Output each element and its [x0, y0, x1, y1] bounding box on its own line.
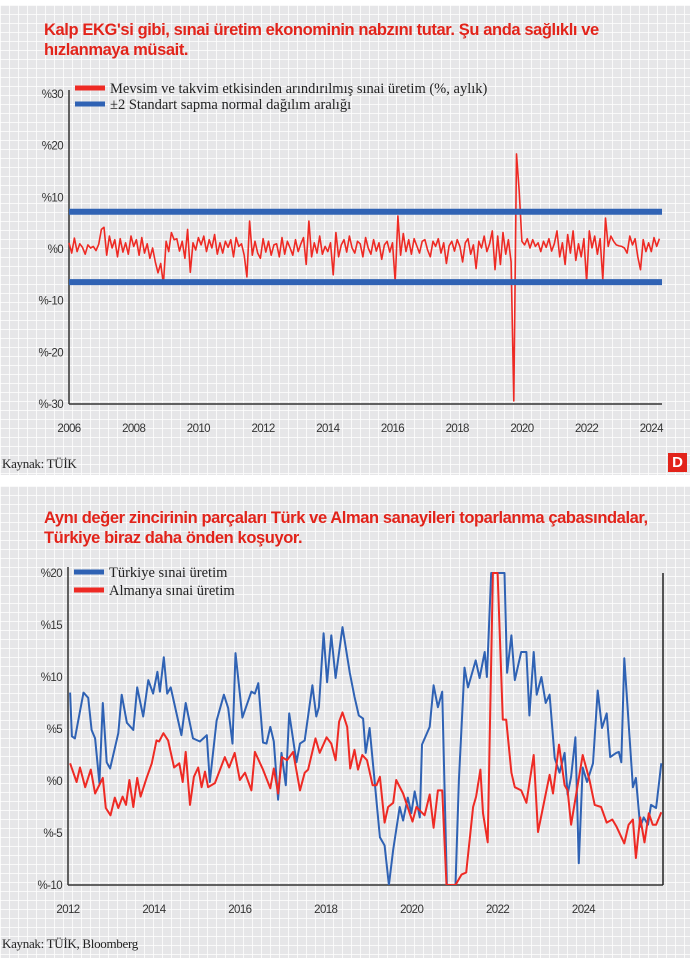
series-line-2	[70, 573, 661, 885]
x-tick-label: 2018	[445, 423, 469, 435]
x-tick-label: 2024	[571, 904, 596, 916]
y-tick-label: %-10	[37, 880, 62, 892]
chart1-source: Kaynak: TÜİK	[2, 456, 77, 471]
x-tick-label: 2020	[510, 423, 534, 435]
y-tick-label: %0	[46, 776, 62, 788]
y-tick-label: %-20	[38, 347, 63, 360]
y-tick-label: %-10	[38, 295, 63, 308]
y-tick-label: %15	[40, 620, 62, 632]
x-tick-label: 2014	[316, 423, 340, 435]
chart1-title: Kalp EKG'si gibi, sınai üretim ekonominin nabzını tutar. Şu anda sağlıklı ve hızlanmaya müsait.	[44, 21, 599, 59]
x-tick-label: 2022	[486, 904, 510, 916]
plot-area	[70, 573, 661, 885]
legend-label: Mevsim ve takvim etkisinden arındırılmış sınai üretim (%, aylık)	[110, 81, 488, 97]
y-tick-label: %5	[46, 724, 62, 736]
x-tick-label: 2022	[575, 423, 599, 435]
y-tick-label: %30	[41, 89, 63, 101]
x-tick-label: 2024	[639, 423, 663, 435]
x-tick-label: 2018	[314, 904, 338, 916]
x-tick-label: 2014	[142, 904, 166, 916]
legend-label: ±2 Standart sapma normal dağılım aralığı	[110, 97, 352, 113]
publisher-logo: D	[668, 453, 687, 472]
chart2-source: Kaynak: TÜİK, Bloomberg	[2, 936, 138, 951]
y-tick-label: %10	[41, 192, 63, 205]
x-tick-label: 2016	[228, 904, 252, 916]
chart1	[39, 81, 665, 435]
legend-label: Almanya sınai üretim	[109, 583, 235, 599]
y-tick-label: %0	[47, 244, 63, 256]
y-tick-label: %20	[41, 140, 63, 153]
x-tick-label: 2012	[251, 423, 275, 435]
chart2-title: Aynı değer zincirinin parçaları Türk ve Alman sanayileri toparlanma çabasındalar, Türkiye biraz daha önden koşuyor.	[44, 509, 648, 547]
series-line-1	[69, 154, 659, 401]
chart2	[38, 565, 663, 916]
x-tick-label: 2010	[186, 423, 210, 435]
y-tick-label: %-5	[43, 828, 62, 840]
x-tick-label: 2016	[380, 423, 405, 435]
legend-label: Türkiye sınai üretim	[109, 565, 228, 581]
series-line-1	[70, 573, 661, 885]
x-tick-label: 2006	[57, 423, 81, 435]
y-tick-label: %-30	[38, 399, 63, 411]
x-tick-label: 2012	[56, 904, 80, 916]
x-tick-label: 2008	[122, 423, 146, 435]
y-tick-label: %20	[40, 568, 62, 580]
x-tick-label: 2020	[400, 904, 424, 916]
y-tick-label: %10	[40, 672, 62, 684]
